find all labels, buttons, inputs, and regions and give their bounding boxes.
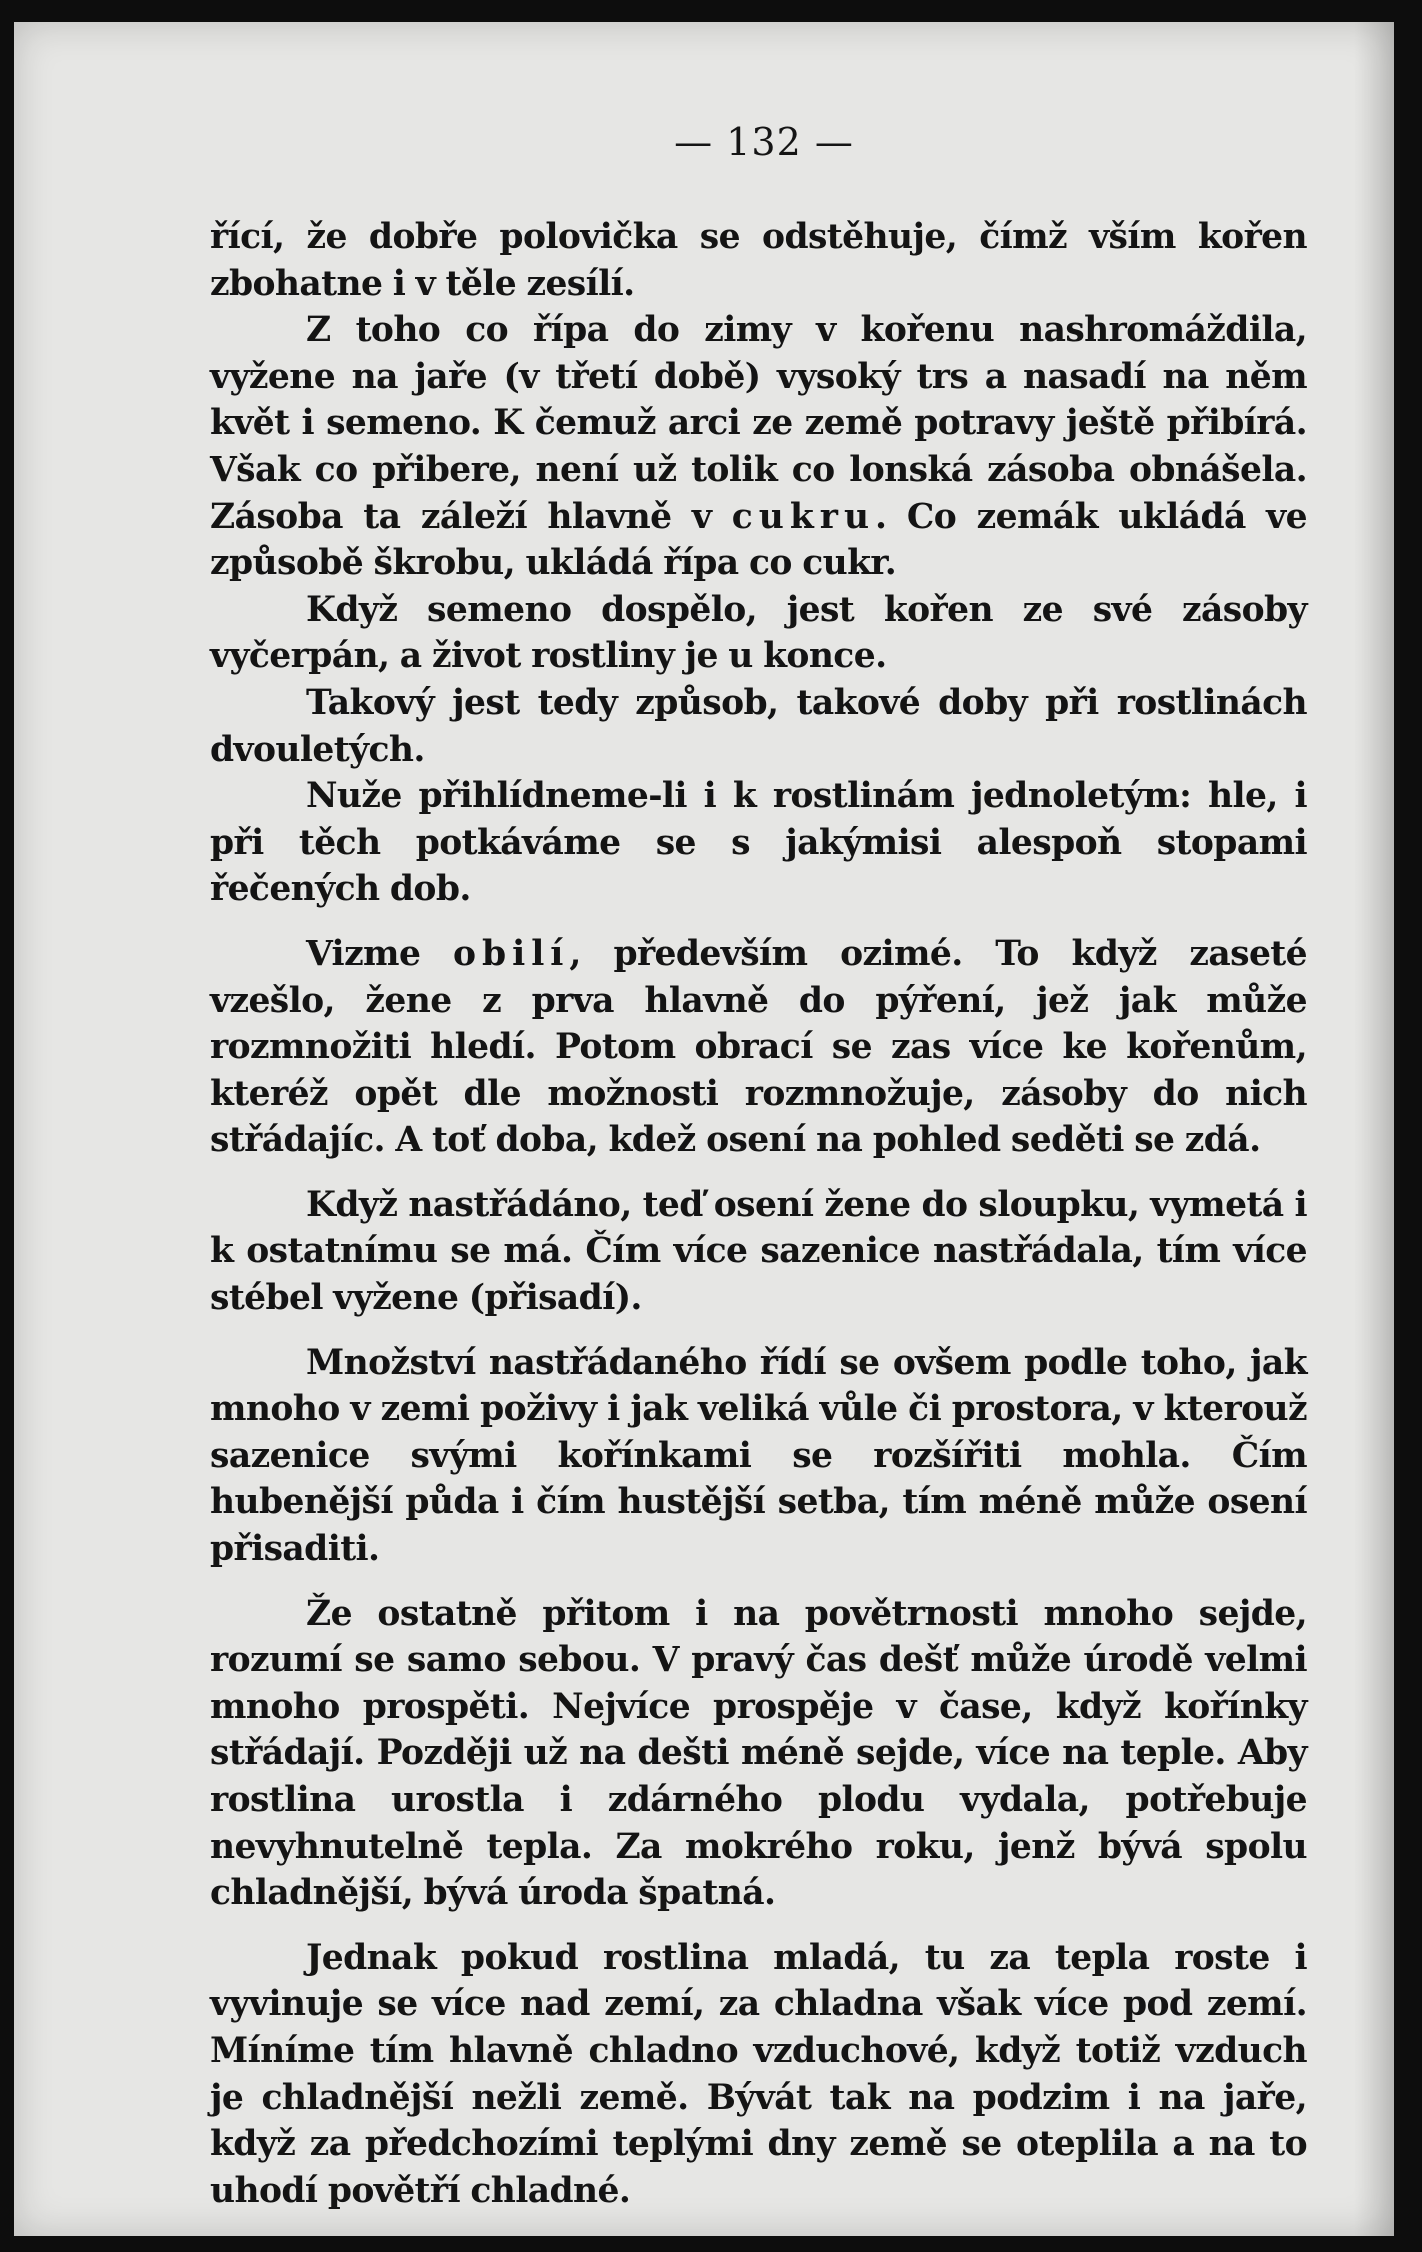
- paragraph-2: [210, 307, 1307, 587]
- paragraph-6-after: , především ozimé. To když zaseté vzešlo, žene z prva hlavně do pýření, jež jak může rozmnožiti hledí. Potom obrací se zas více ke kořenům, kteréž opět dle možnosti rozmnožuje, zásoby do nich střádajíc. A toť doba, kdež osení na pohled seděti se zdá.: [210, 933, 1307, 1161]
- paragraph-10: Jednak pokud rostlina mladá, tu za tepla roste i vyvinuje se více nad zemí, za chladna však více pod zemí. Míníme tím hlavně chladno vzduchové, když totiž vzduch je chladnější nežli země. Bývát tak na podzim i na jaře, když za předchozími teplými dny země se oteplila a na to uhodí povětří chladné.: [210, 1937, 1307, 2211]
- book-page: [14, 22, 1394, 2236]
- paragraph-4: Takový jest tedy způsob, takové doby při rostlinách dvouletých.: [210, 682, 1307, 770]
- paragraph-6: [210, 931, 1307, 1164]
- emphasis-cukru: cukru: [731, 496, 876, 537]
- page-edge-shadow: [1354, 22, 1394, 2236]
- paragraph-5: Nuže přihlídneme-li i k rostlinám jednoletým: hle, i při těch potkáváme se s jakýmisi alespoň stopami řečených dob.: [210, 776, 1307, 910]
- paragraph-2-after: . Co zemák ukládá ve způsobě škrobu, ukládá řípa co cukr.: [210, 496, 1307, 584]
- paragraph-8: Množství nastřádaného řídí se ovšem podle toho, jak mnoho v zemi poživy i jak veliká vůle či prostora, v kterouž sazenice svými kořínkami se rozšířiti mohla. Čím hubenější půda i čím hustější setba, tím méně může osení přisaditi.: [210, 1342, 1307, 1570]
- body-text: [210, 214, 1307, 2214]
- paragraph-2-before: Z toho co řípa do zimy v kořenu nashromáždila, vyžene na jaře (v třetí době) vysoký trs a nasadí na něm květ i semeno. K čemuž arci ze země potravy ještě přibírá. Však co přibere, není už tolik co lonská zásoba obnášela. Zásoba ta záleží hlavně v: [210, 310, 1307, 537]
- paragraph-3: Když semeno dospělo, jest kořen ze své zásoby vyčerpán, a život rostliny je u konce.: [210, 589, 1307, 677]
- paragraph-9: Že ostatně přitom i na povětrnosti mnoho sejde, rozumí se samo sebou. V pravý čas dešť může úrodě velmi mnoho prospěti. Nejvíce prospěje v čase, když kořínky střádají. Později už na dešti méně sejde, více na teple. Aby rostlina urostla i zdárného plodu vydala, potřebuje nevyhnutelně tepla. Za mokrého roku, jenž bývá spolu chladnější, bývá úroda špatná.: [210, 1593, 1307, 1914]
- paragraph-6-before: Vizme: [306, 933, 453, 974]
- paragraph-7: Když nastřádáno, teď osení žene do sloupku, vymetá i k ostatnímu se má. Čím více sazenice nastřádala, tím více stébel vyžene (přisadí).: [210, 1184, 1307, 1319]
- paragraph-1: řící, že dobře polovička se odstěhuje, čímž vším kořen zbohatne i v těle zesílí.: [210, 217, 1307, 304]
- page-number: — 132 —: [674, 120, 854, 164]
- emphasis-obili: obilí: [452, 933, 570, 974]
